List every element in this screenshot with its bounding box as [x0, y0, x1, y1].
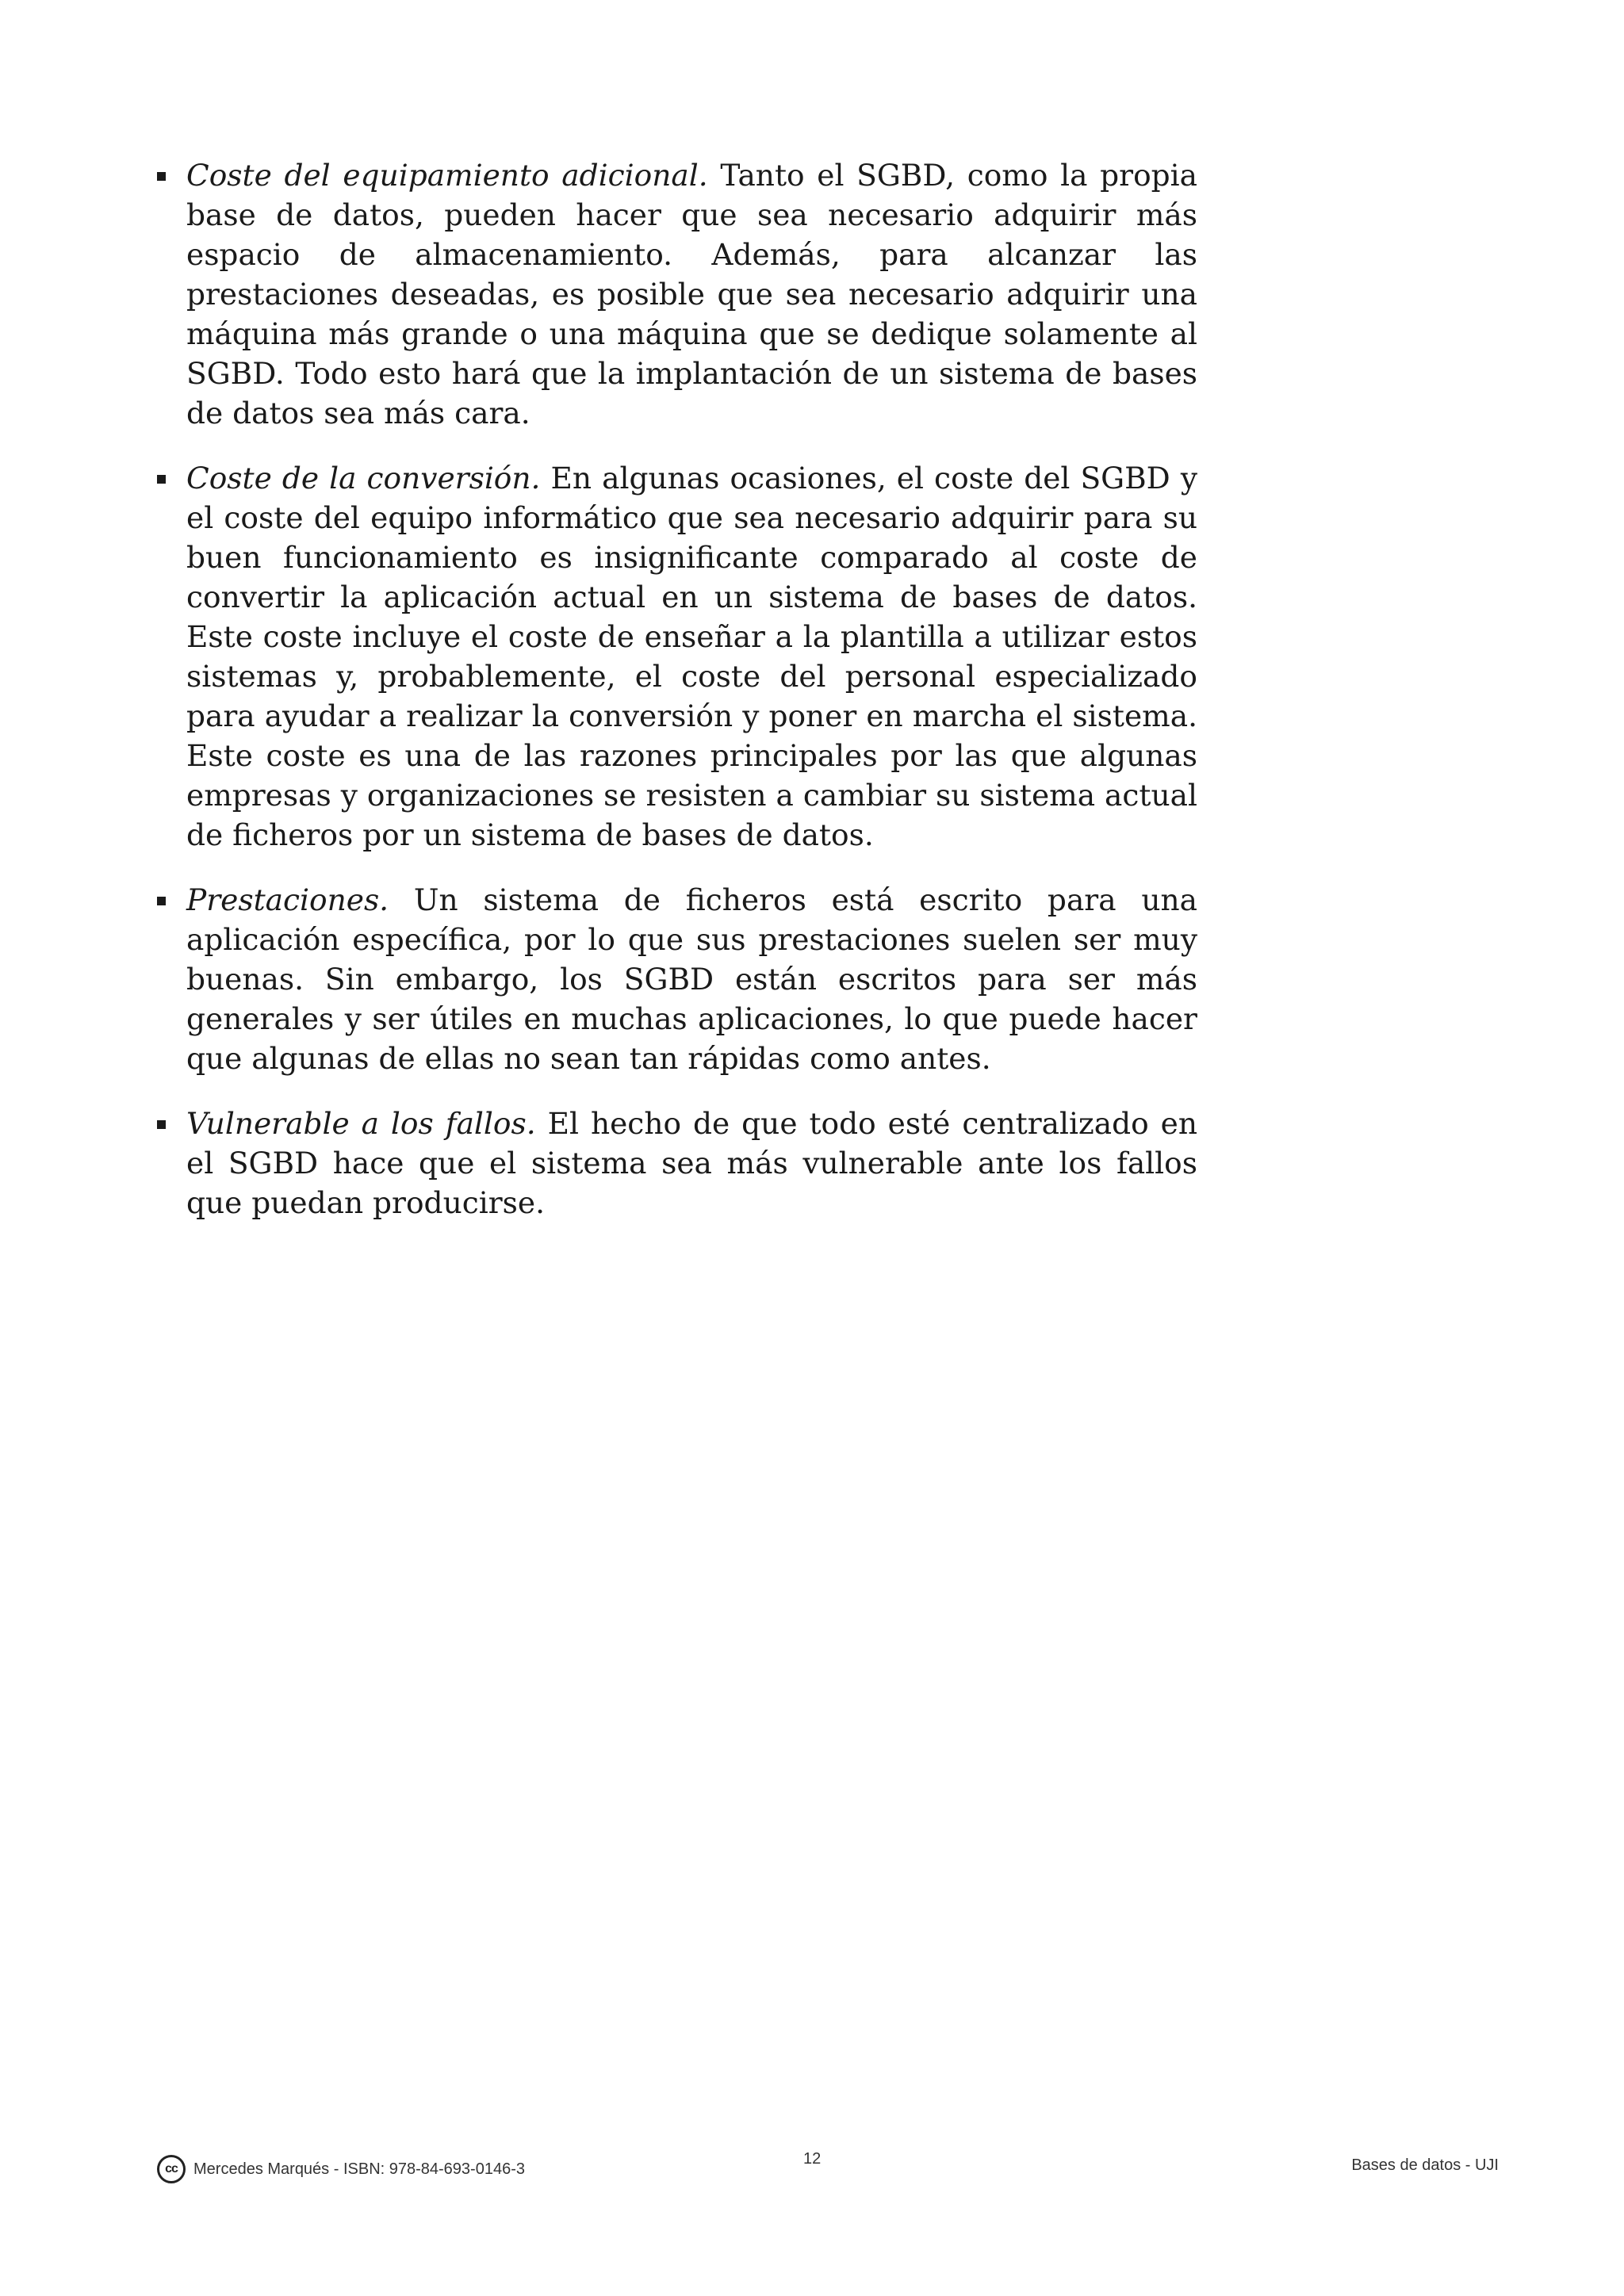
item-text: En algunas ocasiones, el coste del SGBD y el coste del equipo informático que sea necesario adquirir para su buen funcionamiento es insignificante comparado al coste de convertir la aplicación actual en un sistema de bases de datos. Este coste incluye el coste de enseñar a la plantilla a utilizar estos sistemas y, probablemente, el coste del personal especializado para ayudar a realizar la conversión y poner en marcha el sistema. Este coste es una de las razones principales por las que algunas empresas y organizaciones se resisten a cambiar su sistema actual de ficheros por un sistema de bases de datos. [186, 461, 1198, 852]
author-isbn: Mercedes Marqués - ISBN: 978-84-693-0146-3 [193, 2160, 525, 2178]
main-content [157, 155, 1197, 1248]
list-item [157, 458, 1197, 855]
bullet-list [157, 155, 1197, 1223]
book-title: Bases de datos - UJI [1351, 2156, 1499, 2174]
list-item [157, 155, 1197, 433]
item-term: Coste de la conversión. [186, 461, 541, 496]
square-bullet-icon [157, 475, 166, 484]
square-bullet-icon [157, 897, 166, 905]
item-term: Vulnerable a los fallos. [186, 1106, 536, 1141]
creative-commons-icon: cc [157, 2155, 186, 2183]
page-number: 12 [803, 2150, 822, 2168]
item-text: El hecho de que todo esté centralizado en el SGBD hace que el sistema sea más vulnerable ante los fallos que puedan producirse. [186, 1106, 1198, 1220]
square-bullet-icon [157, 172, 166, 181]
item-text: Tanto el SGBD, como la propia base de datos, pueden hacer que sea necesario adquirir más espacio de almacenamiento. Además, para alcanzar las prestaciones deseadas, es posible que sea necesario adquirir una máquina más grande o una máquina que se dedique solamente al SGBD. Todo esto hará que la implantación de un sistema de bases de datos sea más cara. [186, 158, 1198, 430]
footer-left [157, 2155, 525, 2183]
item-text: Un sistema de ficheros está escrito para una aplicación específica, por lo que sus prestaciones suelen ser muy buenas. Sin embargo, los SGBD están escritos para ser más generales y ser útiles en muchas aplicaciones, lo que puede hacer que algunas de ellas no sean tan rápidas como antes. [186, 882, 1197, 1076]
page-footer [157, 2150, 1499, 2195]
item-term: Coste del equipamiento adicional. [186, 158, 708, 193]
item-term: Prestaciones. [186, 882, 389, 917]
square-bullet-icon [157, 1120, 166, 1129]
list-item [157, 880, 1197, 1078]
list-item [157, 1104, 1197, 1223]
